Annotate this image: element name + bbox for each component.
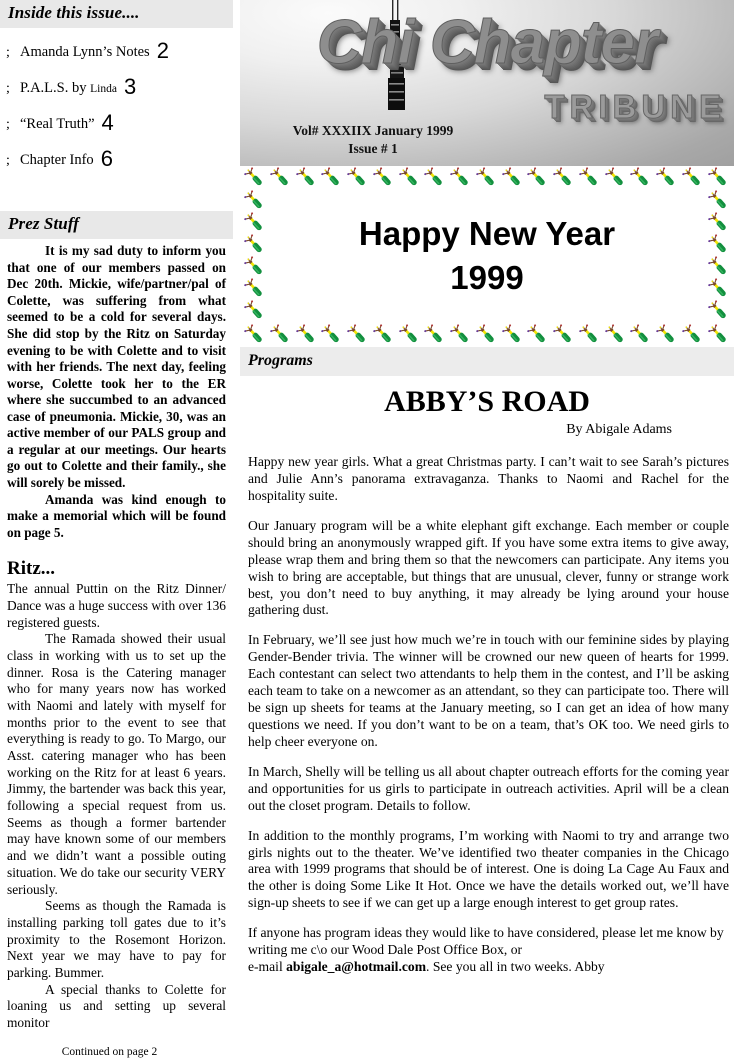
bullet-icon: ; (6, 44, 10, 60)
closing-paragraph (248, 925, 729, 976)
paragraph: The annual Puttin on the Ritz Dinner/ Dance was a huge success with over 136 registered guests. (7, 581, 226, 630)
champagne-bottle-icon (270, 324, 292, 346)
masthead-title: Chi Chapter (316, 8, 658, 77)
champagne-bottle-icon (527, 167, 549, 189)
article-byline: By Abigale Adams (566, 422, 672, 438)
champagne-bottle-icon (630, 167, 652, 189)
paragraph: The Ramada showed their usual class in working with us to set up the dinner. Rosa is the Catering manager who for many years now has worked with Naomi and lately with myself for months prior to the event to see that everything is ready to go. To Margo, our Asst. catering manager who has been working on the Ritz for at least 6 years. Jimmy, the bartender was back this year, following a special request from us. Seems as though a former bartender may have known some of our members and we didn’t want a possible outing situation. We do take our security VERY seriously. (7, 631, 226, 897)
list-item (6, 110, 229, 133)
champagne-bottle-icon (708, 167, 730, 189)
prez-stuff-body (0, 239, 233, 541)
email-label: e-mail (248, 959, 287, 975)
inside-this-issue-heading: Inside this issue.... (0, 0, 233, 28)
bullet-icon: ; (6, 116, 10, 132)
champagne-bottle-icon (708, 300, 730, 322)
paragraph: Amanda was kind enough to make a memorial which will be found on page 5. (7, 491, 226, 540)
left-column (0, 0, 233, 1058)
right-column (240, 0, 734, 1000)
paragraph: It is my sad duty to inform you that one of our members passed on Dec 20th. Mickie, wife/partner/pal of Colette, was suffering from what seemed to be a cold for several days. She did stop by the Ritz on Saturday evening to be with Colette and to visit with her friends. The next day, feeling worse, Colette took her to the ER where she succumbed to an advanced case of pneumonia. Mickie, 30, was an active member of our PALS group and a regular at our meetings. Our hearts go out to Colette and their family., she will sorely be missed. (7, 243, 226, 490)
list-item (6, 38, 229, 61)
toc-item-page: 3 (123, 73, 137, 99)
toc-item-label: Amanda Lynn’s Notes (20, 43, 150, 60)
champagne-bottle-icon (399, 167, 421, 189)
table-of-contents (0, 28, 233, 169)
champagne-bottle-icon (244, 190, 266, 212)
champagne-bottle-icon (321, 324, 343, 346)
champagne-bottle-icon (527, 324, 549, 346)
closing-text: If anyone has program ideas they would like to have considered, please let me know by writing me c\o our Wood Dale Post Office Box, or (248, 925, 724, 958)
email-address: abigale_a@hotmail.com (286, 959, 427, 975)
paragraph: In February, we’ll see just how much we’re in touch with our feminine sides by playing Gender-Bender trivia. The winner will be crowned our new queen of hearts for 1999. Each contestant can select two attendants to help them in the contest, and I’ll be asking each team to take on a newcomer as an attendant, so they can participate too. There will be sign up sheets for teams at the January meeting, so I can get an idea of how many questions we need. If you don’t want to be on a team, that’s OK too. We need girls to help cheer everyone on. (248, 632, 729, 749)
toc-item-label: “Real Truth” (20, 115, 95, 132)
champagne-bottle-icon (553, 167, 575, 189)
champagne-bottle-icon (476, 167, 498, 189)
champagne-bottle-icon (296, 167, 318, 189)
champagne-bottle-icon (347, 167, 369, 189)
champagne-bottle-icon (424, 324, 446, 346)
paragraph: Seems as though the Ramada is installing parking toll gates due to it’s proximity to the Rosemont Horizon. Next year we may have to pay for parking. Bummer. (7, 898, 226, 980)
banner-border-top (244, 167, 730, 189)
champagne-bottle-icon (502, 167, 524, 189)
paragraph: Our January program will be a white elephant gift exchange. Each member or couple should bring an anonymously wrapped gift. If you have some extra items to give away, please wrap them and bring them so that the newcomers can participate. Any items you wish to bring are acceptable, but things that are unusual, clever, funny or strange work best, you don’t need to buy anything, it may already be lying around your house gathering dust. (248, 517, 729, 618)
champagne-bottle-icon (424, 167, 446, 189)
toc-item-page: 4 (101, 109, 114, 135)
list-item (6, 146, 229, 169)
toc-item-label: P.A.L.S. by Linda (20, 79, 117, 96)
toc-item-page: 2 (156, 37, 169, 63)
champagne-bottle-icon (244, 324, 266, 346)
toc-item-label: Chapter Info (20, 151, 94, 168)
champagne-bottle-icon (579, 167, 601, 189)
issue-line: Issue # 1 (348, 141, 398, 157)
champagne-bottle-icon (244, 167, 266, 189)
masthead-volume-issue (258, 122, 488, 158)
masthead-subtitle: TRIBUNE (544, 88, 726, 125)
champagne-bottle-icon (476, 324, 498, 346)
article-body (240, 454, 734, 976)
champagne-bottle-icon (399, 324, 421, 346)
banner-line-1: Happy New Year (358, 215, 616, 252)
champagne-bottle-icon (373, 167, 395, 189)
champagne-bottle-icon (244, 300, 266, 322)
champagne-bottle-icon (605, 324, 627, 346)
champagne-bottle-icon (708, 190, 730, 212)
list-item (6, 74, 229, 97)
ritz-heading: Ritz... (7, 558, 56, 580)
masthead (240, 0, 734, 166)
banner-line-2: 1999 (450, 258, 524, 296)
ritz-body (0, 581, 233, 1032)
closing-signoff: . See you all in two weeks. Abby (426, 959, 605, 975)
champagne-bottle-icon (682, 167, 704, 189)
champagne-bottle-icon (373, 324, 395, 346)
bullet-icon: ; (6, 80, 10, 96)
volume-line: Vol# XXXIIX January 1999 (292, 123, 454, 138)
paragraph: A special thanks to Colette for loaning us and setting up several monitor (7, 981, 226, 1031)
article-title: ABBY’S ROAD (384, 384, 590, 418)
continued-note: Continued on page 2 (61, 1045, 158, 1058)
champagne-bottle-icon (605, 167, 627, 189)
toc-item-author: Linda (90, 82, 117, 95)
champagne-bottle-icon (270, 167, 292, 189)
bullet-icon: ; (6, 152, 10, 168)
champagne-bottle-icon (296, 324, 318, 346)
paragraph: In addition to the monthly programs, I’m working with Naomi to try and arrange two girls nights out to the theater. We’ve identified two theater companies in the Chicago area with 1999 programs that should be of interest. One is doing La Cage Au Faux and the other is doing Some Like It Hot. Once we have the details worked out, we’ll have sign-up sheets to see if we can get up a large enough interest to get group rates. (248, 827, 729, 911)
champagne-bottle-icon (630, 324, 652, 346)
champagne-bottle-icon (579, 324, 601, 346)
prez-stuff-heading: Prez Stuff (0, 211, 233, 239)
champagne-bottle-icon (656, 167, 678, 189)
champagne-bottle-icon (656, 324, 678, 346)
champagne-bottle-icon (321, 167, 343, 189)
champagne-bottle-icon (708, 324, 730, 346)
paragraph: In March, Shelly will be telling us all about chapter outreach efforts for the coming year and opportunities for us girls to participate in outreach activities. April will be a clean out the closet program. Details to follow. (248, 763, 729, 813)
champagne-bottle-icon (682, 324, 704, 346)
banner-border-bottom (244, 324, 730, 346)
banner-text (240, 212, 734, 299)
champagne-bottle-icon (502, 324, 524, 346)
paragraph: Happy new year girls. What a great Christmas party. I can’t wait to see Sarah’s pictures and Julie Ann’s panorama extravaganza. Thanks to Naomi and Rachel for the hospitality suite. (248, 454, 729, 503)
champagne-bottle-icon (450, 167, 472, 189)
champagne-bottle-icon (450, 324, 472, 346)
champagne-bottle-icon (553, 324, 575, 346)
programs-section-heading: Programs (240, 347, 734, 376)
champagne-bottle-icon (347, 324, 369, 346)
happy-new-year-banner (240, 166, 734, 347)
toc-item-page: 6 (100, 145, 113, 171)
